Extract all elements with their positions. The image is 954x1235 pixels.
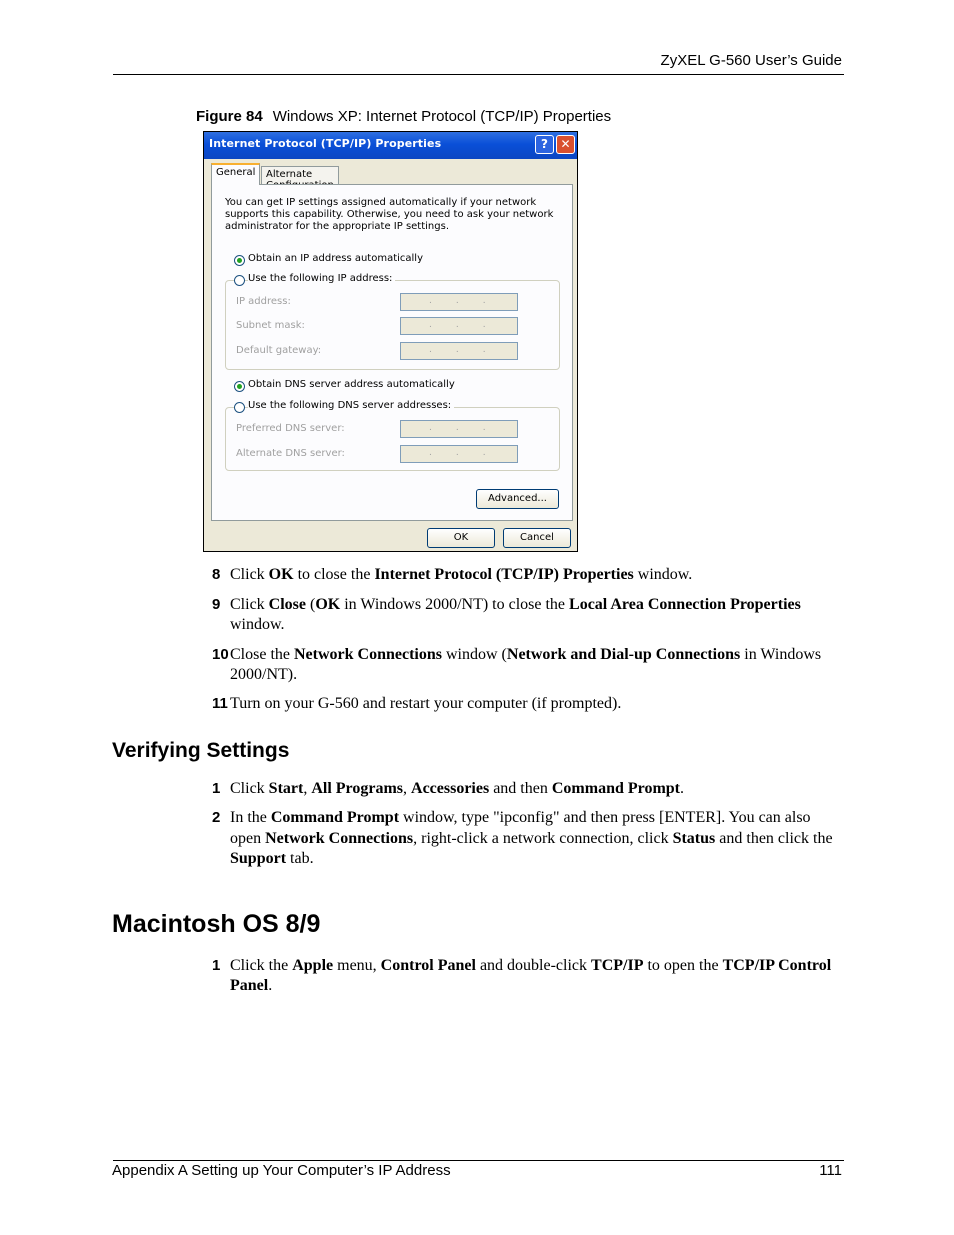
step-text: Close the Network Connections window (Network and Dial-up Connections in Windows 2000/NT).: [230, 646, 822, 683]
subnet-mask-field[interactable]: ...: [400, 317, 518, 335]
preferred-dns-label: Preferred DNS server:: [236, 423, 345, 434]
radio-dns-auto[interactable]: [234, 381, 245, 392]
radio-ip-manual[interactable]: [234, 275, 245, 286]
radio-ip-manual-label: Use the following IP address:: [248, 273, 395, 284]
step-text: Click Start, All Programs, Accessories and then Command Prompt.: [230, 780, 685, 797]
alternate-dns-field[interactable]: ...: [400, 445, 518, 463]
dialog-titlebar: [204, 132, 577, 159]
alternate-dns-label: Alternate DNS server:: [236, 448, 345, 459]
step-number: 1: [212, 957, 221, 974]
section-heading-macintosh: Macintosh OS 8/9: [112, 910, 321, 938]
radio-ip-auto-label: Obtain an IP address automatically: [248, 253, 424, 264]
ok-button[interactable]: OK: [427, 528, 495, 548]
step-number: 11: [212, 695, 228, 712]
step-text: Click Close (OK in Windows 2000/NT) to close the Local Area Connection Properties window.: [230, 596, 801, 633]
step-number: 2: [212, 809, 221, 826]
help-icon[interactable]: ?: [535, 135, 554, 154]
figure-title: Windows XP: Internet Protocol (TCP/IP) Properties: [272, 108, 612, 125]
radio-dns-auto-label: Obtain DNS server address automatically: [248, 379, 455, 390]
section-heading-verifying: Verifying Settings: [112, 739, 290, 762]
close-icon[interactable]: ✕: [556, 135, 575, 154]
radio-ip-auto[interactable]: [234, 255, 245, 266]
running-header: ZyXEL G-560 User’s Guide: [660, 52, 842, 69]
default-gateway-field[interactable]: ...: [400, 342, 518, 360]
step-number: 1: [212, 780, 221, 797]
default-gateway-label: Default gateway:: [236, 345, 322, 356]
step-number: 10: [212, 646, 229, 663]
tcpip-properties-dialog: [203, 131, 578, 552]
figure-label: Figure 84: [196, 108, 263, 125]
general-panel: [211, 184, 573, 521]
step-text: Click the Apple menu, Control Panel and double-click TCP/IP to open the TCP/IP Control Panel.: [230, 957, 832, 994]
footer-section-title: Appendix A Setting up Your Computer’s IP Address: [112, 1162, 451, 1179]
dialog-title: Internet Protocol (TCP/IP) Properties: [209, 137, 442, 150]
step-text: Click OK to close the Internet Protocol (TCP/IP) Properties window.: [230, 566, 693, 583]
header-rule: [113, 74, 844, 75]
intro-text: You can get IP settings assigned automatically if your network supports this capability. Otherwise, you need to ask your network administrator for the appropriate IP settings.: [225, 197, 554, 232]
tab-general[interactable]: General: [211, 163, 260, 185]
figure-caption: [196, 108, 611, 125]
step-text: In the Command Prompt window, type "ipconfig" and then press [ENTER]. You can also open Network Connections, right-click a network connection, click Status and then click the Support tab.: [230, 809, 833, 867]
radio-dns-manual[interactable]: [234, 402, 245, 413]
footer-rule: [113, 1160, 844, 1161]
radio-dns-manual-label: Use the following DNS server addresses:: [248, 400, 454, 411]
subnet-mask-label: Subnet mask:: [236, 320, 305, 331]
step-number: 8: [212, 566, 221, 583]
ip-address-field[interactable]: ...: [400, 293, 518, 311]
page-number: 111: [819, 1162, 842, 1179]
step-text: Turn on your G-560 and restart your computer (if prompted).: [230, 695, 622, 712]
tab-alternate-configuration[interactable]: Alternate: [261, 166, 339, 185]
cancel-button[interactable]: Cancel: [503, 528, 571, 548]
ip-address-label: IP address:: [236, 296, 291, 307]
advanced-button[interactable]: Advanced...: [476, 489, 559, 509]
preferred-dns-field[interactable]: ...: [400, 420, 518, 438]
step-number: 9: [212, 596, 221, 613]
